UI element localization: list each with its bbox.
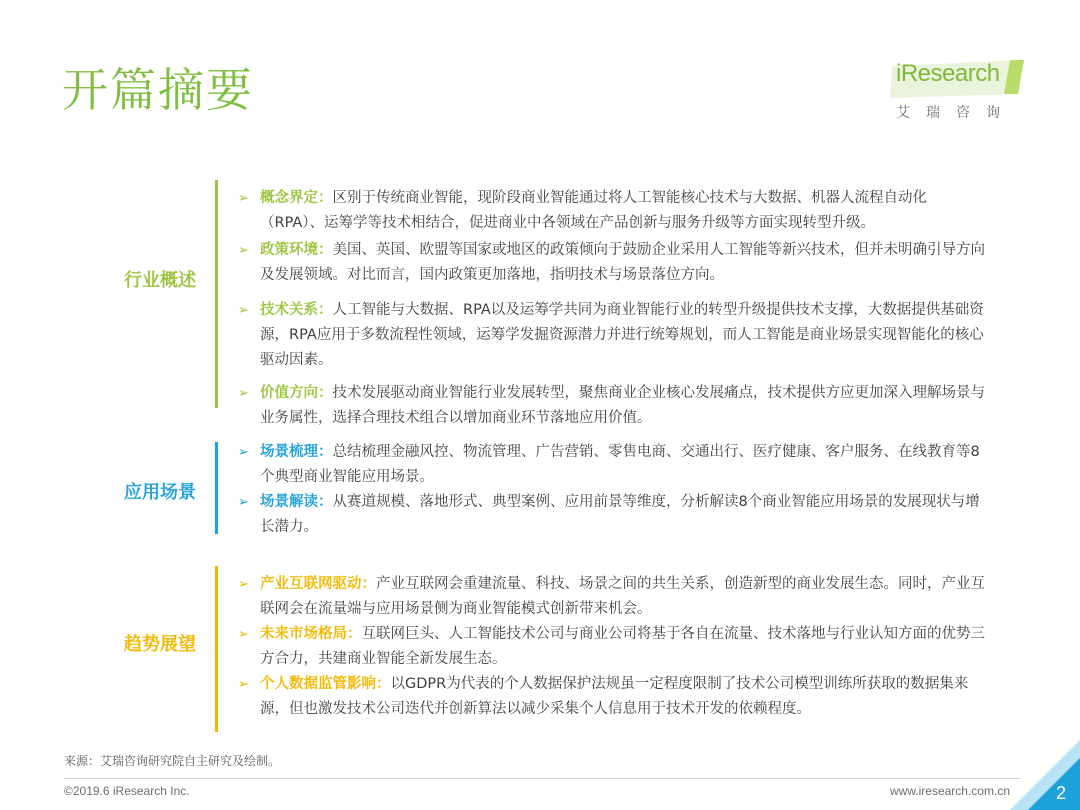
arrow-icon: ➢ (238, 577, 249, 592)
logo-brand-text: iResearch (896, 60, 1000, 87)
section-industry-overview (0, 180, 1080, 426)
section-divider (215, 442, 218, 534)
copyright: ©2019.6 iResearch Inc. (64, 784, 190, 798)
bullet-list (238, 186, 986, 431)
bullet-item (238, 490, 986, 540)
bullet-item (238, 381, 986, 431)
bullet-text: 人工智能与大数据、RPA以及运筹学共同为商业智能行业的转型升级提供技术支撑，大数据提供基础资源，RPA应用于多数流程性领域，运筹学发掘资源潜力并进行统筹规划，而人工智能是商业场景实现智能化的核心驱动因素。 (260, 302, 984, 368)
bullet-text: 互联网巨头、人工智能技术公司与商业公司将基于各自在流量、技术落地与行业认知方面的优势三方合力，共建商业智能全新发展生态。 (260, 626, 985, 667)
bullet-text: 从赛道规模、落地形式、典型案例、应用前景等维度，分析解读8个商业智能应用场景的发展现状与增长潜力。 (260, 494, 980, 535)
section-application-scenarios (0, 442, 1080, 534)
bullet-text: 区别于传统商业智能，现阶段商业智能通过将人工智能核心技术与大数据、机器人流程自动化（RPA）、运筹学等技术相结合，促进商业中各领域在产品创新与服务升级等方面实现转型升级。 (260, 190, 927, 231)
arrow-icon: ➢ (238, 243, 249, 258)
arrow-icon: ➢ (238, 495, 249, 510)
arrow-icon: ➢ (238, 386, 249, 401)
bullet-item (238, 298, 986, 373)
arrow-icon: ➢ (238, 445, 249, 460)
bullet-text: 技术发展驱动商业智能行业发展转型，聚焦商业企业核心发展痛点，技术提供方应更加深入理解场景与业务属性，选择合理技术组合以增加商业环节落地应用价值。 (260, 385, 985, 426)
arrow-icon: ➢ (238, 677, 249, 692)
arrow-icon: ➢ (238, 191, 249, 206)
corner-triangle-icon (1010, 740, 1080, 810)
section-trend-outlook (0, 566, 1080, 734)
bullet-key: 场景解读： (260, 494, 333, 510)
bullet-item (238, 440, 986, 490)
bullet-item (238, 572, 986, 622)
bullet-key: 概念界定： (260, 190, 333, 206)
section-divider (215, 566, 218, 732)
section-divider (215, 180, 218, 408)
section-label: 行业概述 (124, 270, 196, 291)
section-label: 应用场景 (124, 482, 196, 503)
bullet-key: 产业互联网驱动： (260, 576, 376, 592)
bullet-key: 个人数据监管影响： (260, 676, 391, 692)
bullet-text: 总结梳理金融风控、物流管理、广告营销、零售电商、交通出行、医疗健康、客户服务、在线教育等8个典型商业智能应用场景。 (260, 444, 980, 485)
bullet-list (238, 572, 986, 722)
bullet-item (238, 672, 986, 722)
page-title: 开篇摘要 (62, 63, 254, 117)
logo-subtitle: 艾瑞咨询 (896, 105, 1016, 121)
bullet-list (238, 440, 986, 540)
bullet-key: 价值方向： (260, 385, 333, 401)
bullet-item (238, 622, 986, 672)
arrow-icon: ➢ (238, 303, 249, 318)
section-label: 趋势展望 (124, 634, 196, 655)
bullet-item (238, 186, 986, 236)
bullet-text: 以GDPR为代表的个人数据保护法规虽一定程度限制了技术公司模型训练所获取的数据集来源，但也激发技术公司迭代并创新算法以减少采集个人信息用于技术开发的依赖程度。 (260, 676, 969, 717)
iresearch-logo (890, 58, 1030, 128)
bullet-text: 美国、英国、欧盟等国家或地区的政策倾向于鼓励企业采用人工智能等新兴技术，但并未明确引导方向及发展领域。对比而言，国内政策更加落地，指明技术与场景落位方向。 (260, 242, 985, 283)
footer-divider (64, 778, 1020, 779)
bullet-item (238, 238, 986, 288)
arrow-icon: ➢ (238, 627, 249, 642)
source-note: 来源：艾瑞咨询研究院自主研究及绘制。 (64, 754, 281, 768)
bullet-key: 政策环境： (260, 242, 333, 258)
bullet-text: 产业互联网会重建流量、科技、场景之间的共生关系，创造新型的商业发展生态。同时，产业互联网会在流量端与应用场景侧为商业智能模式创新带来机会。 (260, 576, 985, 617)
bullet-key: 技术关系： (260, 302, 333, 318)
bullet-key: 未来市场格局： (260, 626, 362, 642)
bullet-key: 场景梳理： (260, 444, 333, 460)
page-number: 2 (1055, 783, 1066, 803)
website-url: www.iresearch.com.cn (889, 784, 1010, 798)
